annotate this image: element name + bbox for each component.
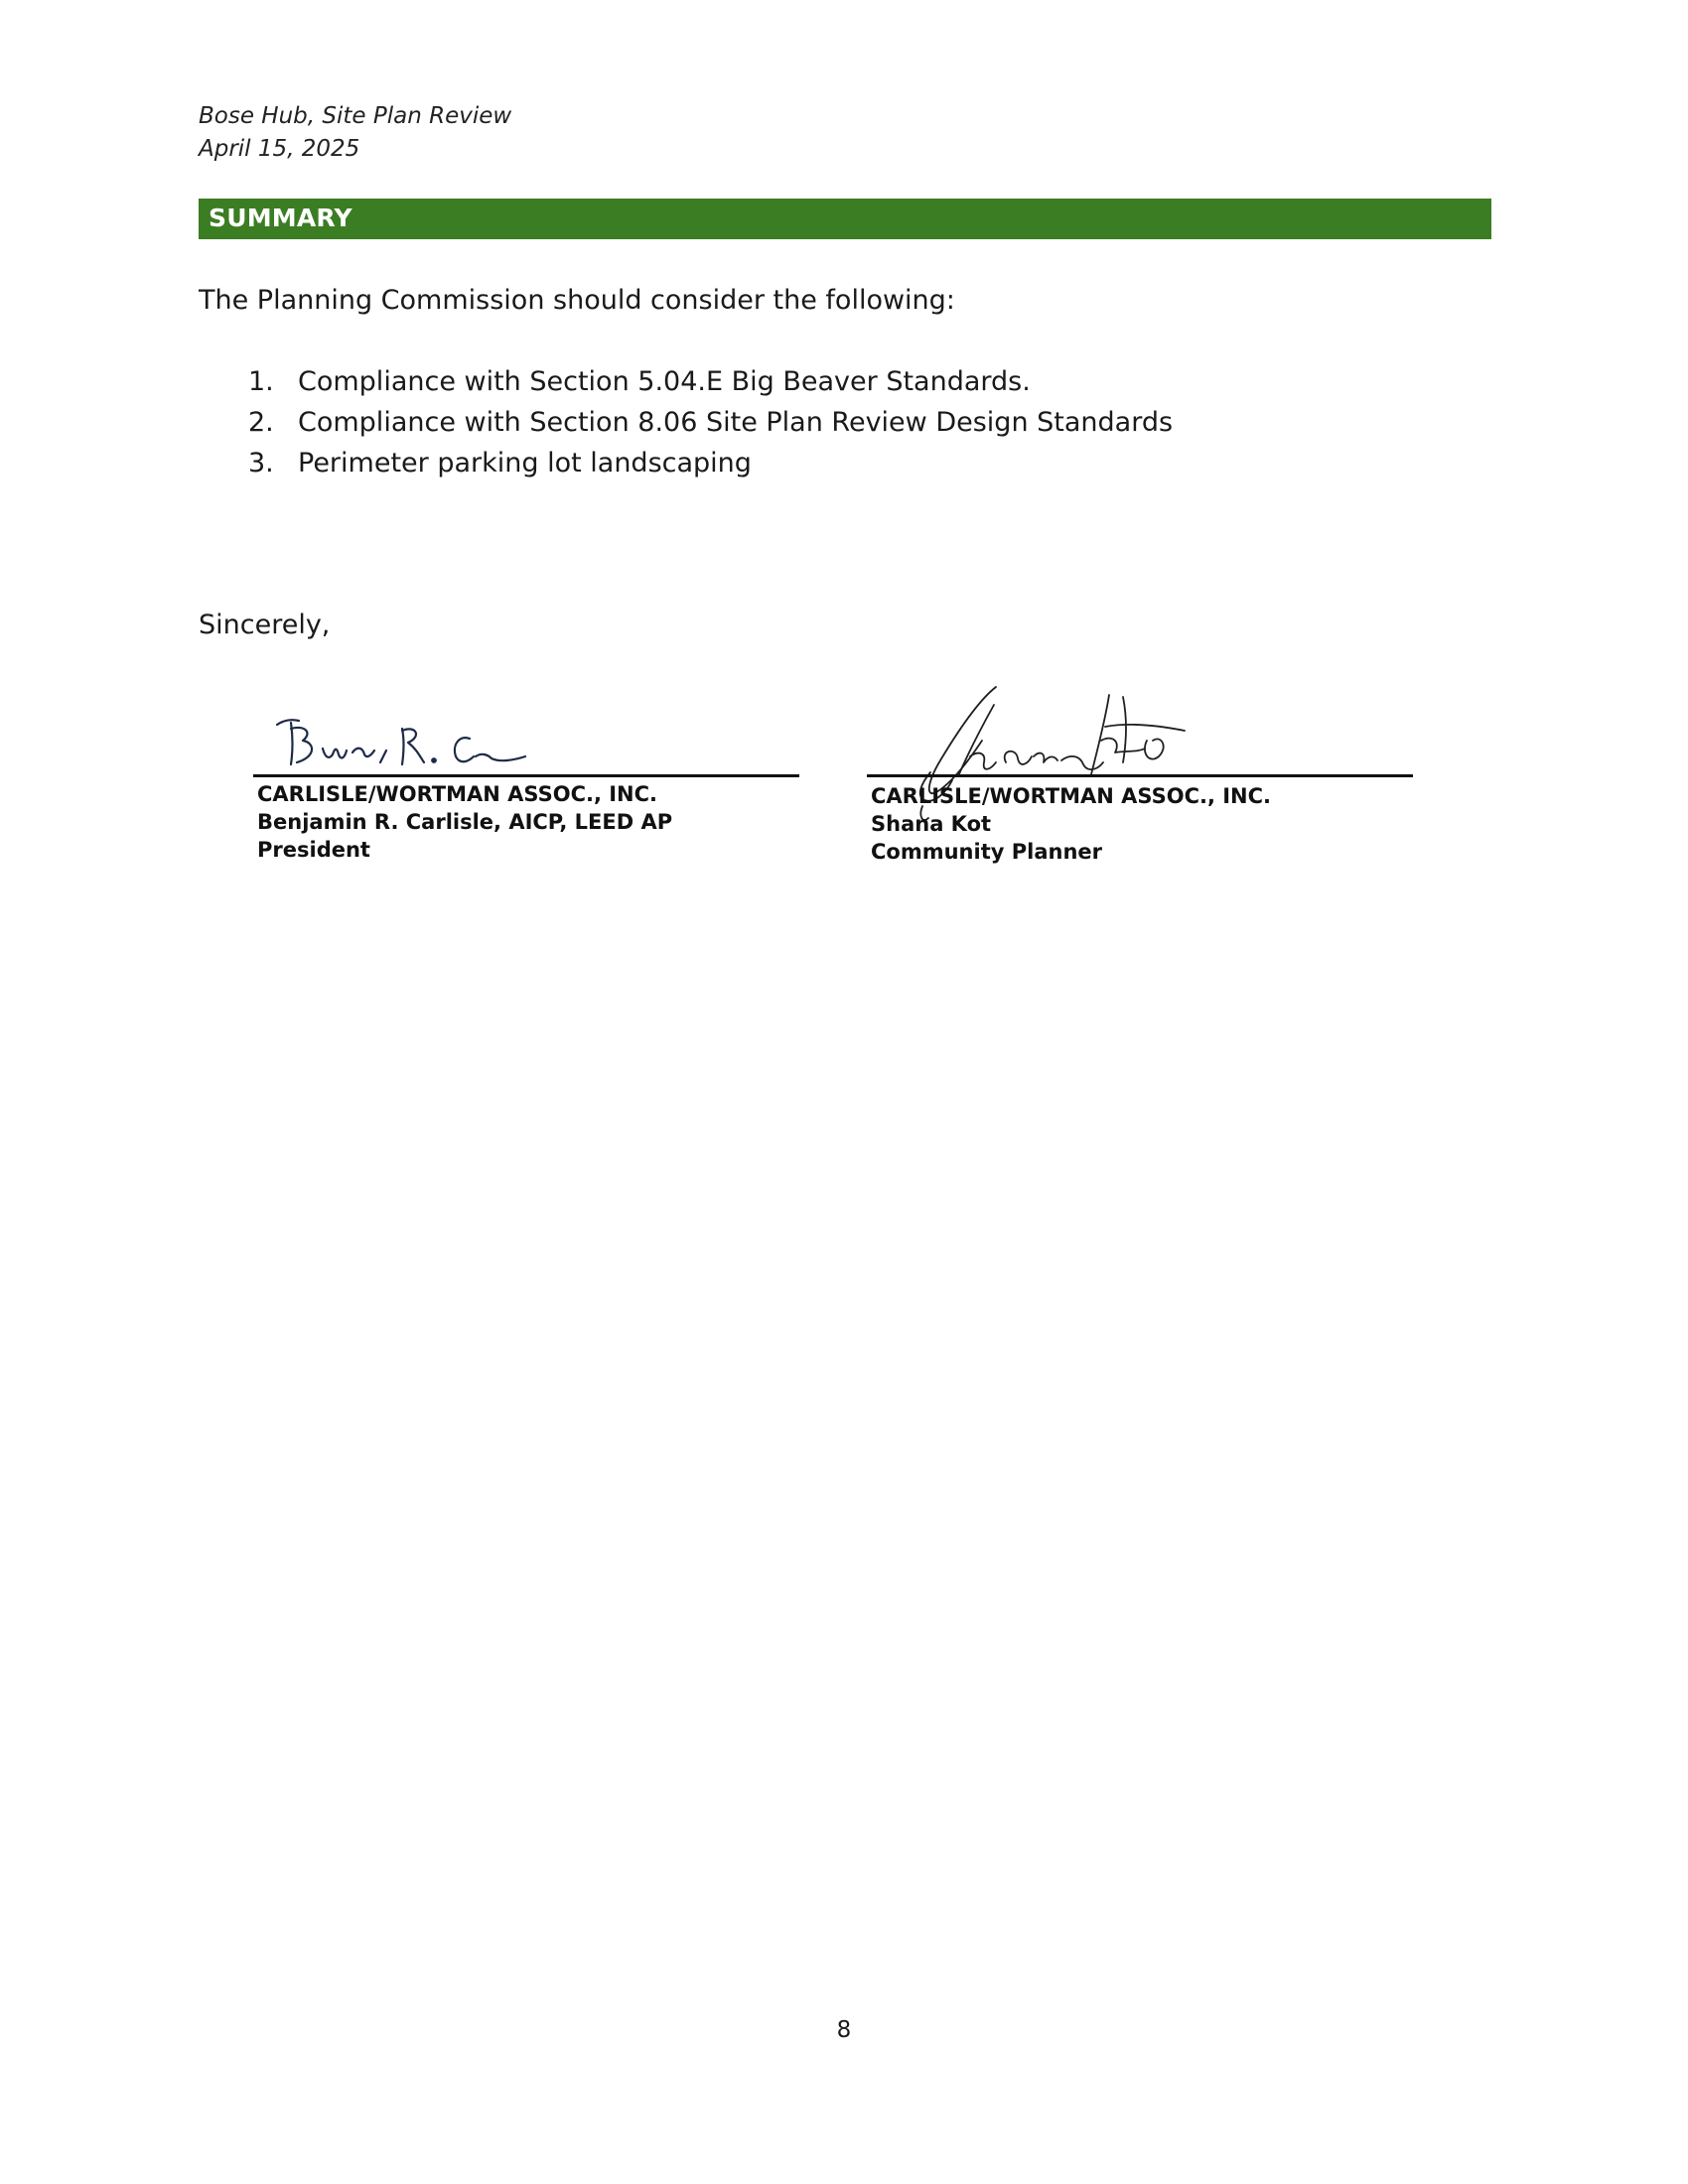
signatory-title: President — [257, 838, 370, 862]
signatory-organization: CARLISLE/WORTMAN ASSOC., INC. — [257, 782, 658, 806]
section-header-bar — [199, 199, 1491, 239]
list-item-number: 3. — [248, 448, 274, 478]
document-title: Bose Hub, Site Plan Review — [199, 103, 512, 129]
page-number: 8 — [836, 2017, 852, 2043]
handwritten-signature-carlisle — [253, 685, 571, 779]
list-item-text: Perimeter parking lot landscaping — [298, 448, 752, 478]
list-item-number: 1. — [248, 366, 274, 397]
section-heading: SUMMARY — [209, 204, 352, 232]
signature-line — [253, 774, 799, 777]
intro-paragraph: The Planning Commission should consider the following: — [199, 285, 955, 316]
signature-line — [867, 774, 1413, 777]
signatory-organization: CARLISLE/WORTMAN ASSOC., INC. — [871, 784, 1272, 808]
list-item-text: Compliance with Section 5.04.E Big Beaver Standards. — [298, 366, 1031, 397]
list-item-number: 2. — [248, 407, 274, 438]
signatory-title: Community Planner — [871, 840, 1102, 864]
signatory-name: Shana Kot — [871, 812, 992, 836]
document-date: April 15, 2025 — [199, 136, 360, 162]
closing-salutation: Sincerely, — [199, 610, 331, 640]
signatory-name: Benjamin R. Carlisle, AICP, LEED AP — [257, 810, 673, 834]
list-item-text: Compliance with Section 8.06 Site Plan Review Design Standards — [298, 407, 1174, 438]
